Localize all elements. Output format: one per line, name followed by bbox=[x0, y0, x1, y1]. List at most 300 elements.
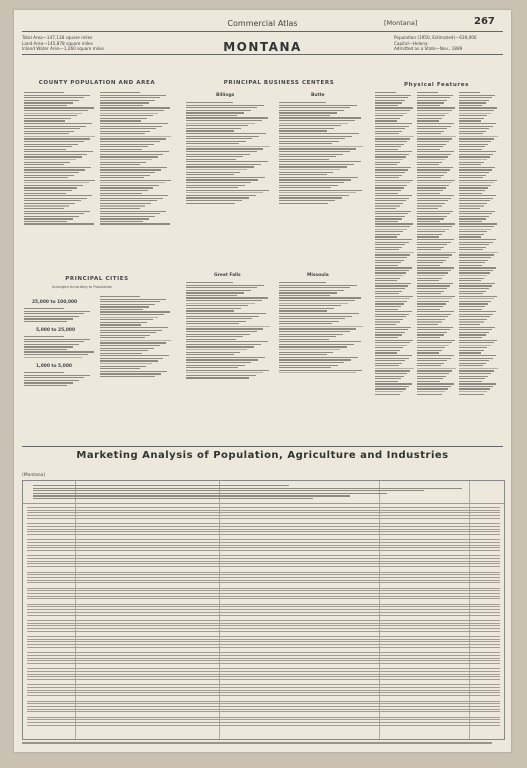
fine-print-line bbox=[417, 301, 449, 302]
fine-print-line bbox=[375, 107, 413, 108]
fine-print-line bbox=[417, 342, 452, 343]
fine-print-line bbox=[186, 287, 257, 288]
fine-print-line bbox=[375, 314, 409, 315]
fine-print-line bbox=[24, 164, 64, 165]
fine-print-line bbox=[375, 164, 397, 165]
fine-print-line bbox=[186, 192, 263, 193]
fine-print-line bbox=[375, 306, 401, 307]
fine-print-line bbox=[186, 285, 264, 286]
fine-print-line bbox=[186, 326, 270, 327]
fine-print-line bbox=[417, 309, 440, 310]
fine-print-line bbox=[459, 102, 486, 103]
fine-print-line bbox=[24, 105, 67, 106]
fine-print-line bbox=[459, 365, 483, 366]
fine-print-line bbox=[417, 345, 449, 346]
fine-print-line bbox=[279, 313, 359, 314]
fine-print-line bbox=[375, 242, 409, 243]
fine-print-line bbox=[279, 125, 341, 126]
fine-print-line bbox=[27, 658, 500, 659]
fine-print-line bbox=[459, 306, 485, 307]
fine-print-line bbox=[186, 174, 234, 175]
fine-print-line bbox=[186, 151, 257, 152]
fine-print-line bbox=[24, 159, 76, 160]
fine-print-line bbox=[417, 185, 449, 186]
fine-print-line bbox=[279, 305, 341, 306]
fine-print-line bbox=[459, 95, 495, 96]
fine-print-line bbox=[375, 391, 403, 392]
fine-print-line bbox=[279, 179, 351, 180]
fine-print-line bbox=[375, 311, 412, 312]
fine-print-line bbox=[375, 347, 403, 348]
fine-print-line bbox=[417, 388, 448, 389]
fine-print-line bbox=[375, 159, 403, 160]
fine-print-line bbox=[375, 267, 412, 268]
fine-print-line bbox=[417, 221, 440, 222]
fine-print-line bbox=[417, 278, 442, 279]
fine-print-line bbox=[279, 195, 349, 196]
fine-print-line bbox=[459, 391, 487, 392]
fine-print-line bbox=[24, 118, 71, 119]
fine-print-line bbox=[24, 123, 92, 124]
fine-print-line bbox=[459, 278, 484, 279]
marketing-state-label: (Montana) bbox=[22, 473, 46, 478]
fine-print-line bbox=[186, 331, 257, 332]
fine-print-line bbox=[417, 376, 446, 377]
water-area: Inland Water Area—1,260 square miles bbox=[22, 46, 104, 52]
fine-print-line bbox=[27, 666, 500, 667]
fine-print-line bbox=[417, 311, 454, 312]
fine-print-line bbox=[100, 205, 145, 206]
fine-print-line bbox=[186, 166, 254, 167]
fine-print-line bbox=[100, 319, 153, 320]
fine-print-line bbox=[417, 332, 447, 333]
fine-print-line bbox=[27, 515, 500, 516]
missoula-data bbox=[279, 282, 364, 375]
fine-print-line bbox=[186, 102, 233, 103]
fine-print-line bbox=[459, 378, 485, 379]
fine-print-line bbox=[100, 200, 157, 201]
fine-print-line bbox=[279, 174, 327, 175]
fine-print-line bbox=[279, 357, 358, 358]
fine-print-line bbox=[24, 185, 83, 186]
fine-print-line bbox=[459, 260, 488, 261]
fine-print-line bbox=[24, 128, 80, 129]
fine-print-line bbox=[375, 373, 407, 374]
state-tag: [Montana] bbox=[384, 19, 418, 27]
fine-print-line bbox=[459, 190, 485, 191]
fine-print-line bbox=[100, 107, 170, 108]
fine-print-line bbox=[417, 265, 440, 266]
fine-print-line bbox=[375, 105, 398, 106]
fine-print-line bbox=[186, 349, 247, 350]
fine-print-line bbox=[100, 113, 158, 114]
fine-print-line bbox=[459, 110, 494, 111]
fine-print-line bbox=[375, 138, 410, 139]
fine-print-line bbox=[27, 714, 500, 715]
fine-print-line bbox=[100, 154, 163, 155]
fine-print-line bbox=[417, 386, 451, 387]
fine-print-line bbox=[27, 547, 500, 548]
fine-print-line bbox=[459, 175, 486, 176]
fine-print-line bbox=[417, 319, 445, 320]
fine-print-line bbox=[459, 193, 482, 194]
fine-print-line bbox=[459, 242, 493, 243]
fine-print-line bbox=[27, 531, 500, 532]
fine-print-line bbox=[24, 102, 73, 103]
fine-print-line bbox=[27, 652, 500, 653]
state-facts bbox=[394, 35, 477, 52]
fine-print-line bbox=[100, 97, 160, 98]
fine-print-line bbox=[459, 345, 491, 346]
fine-print-line bbox=[100, 368, 140, 369]
fine-print-line bbox=[279, 133, 359, 134]
fine-print-line bbox=[27, 518, 500, 519]
fine-print-line bbox=[417, 146, 443, 147]
fine-print-line bbox=[27, 695, 500, 696]
fine-print-line bbox=[186, 172, 240, 173]
fine-print-line bbox=[186, 112, 244, 113]
fine-print-line bbox=[100, 360, 158, 361]
fine-print-line bbox=[459, 156, 490, 157]
fine-print-line bbox=[375, 231, 403, 232]
fine-print-line bbox=[186, 328, 263, 329]
fine-print-line bbox=[417, 126, 451, 127]
fine-print-line bbox=[24, 156, 82, 157]
fine-print-line bbox=[279, 336, 336, 337]
header-rule bbox=[22, 31, 503, 32]
fine-print-line bbox=[375, 244, 405, 245]
fine-print-line bbox=[24, 349, 67, 350]
fine-print-line bbox=[24, 107, 94, 108]
page-title: MONTANA bbox=[223, 40, 302, 54]
fine-print-line bbox=[27, 523, 500, 524]
fine-print-line bbox=[375, 216, 405, 217]
fine-print-line bbox=[24, 354, 88, 355]
fine-print-line bbox=[100, 340, 171, 341]
fine-print-line bbox=[100, 92, 140, 93]
fine-print-line bbox=[100, 193, 142, 194]
fine-print-line bbox=[24, 113, 82, 114]
fine-print-line bbox=[417, 175, 444, 176]
fine-print-line bbox=[375, 211, 411, 212]
fine-print-line bbox=[417, 151, 454, 152]
fine-print-line bbox=[27, 512, 500, 513]
fine-print-line bbox=[27, 609, 500, 610]
fine-print-line bbox=[27, 687, 500, 688]
fine-print-line bbox=[375, 337, 398, 338]
fine-print-line bbox=[27, 577, 500, 578]
fine-print-line bbox=[279, 161, 361, 162]
fine-print-line bbox=[186, 341, 268, 342]
fine-print-line bbox=[279, 177, 358, 178]
fine-print-line bbox=[27, 625, 500, 626]
fine-print-line bbox=[375, 394, 400, 395]
fine-print-line bbox=[279, 328, 356, 329]
fine-print-line bbox=[33, 485, 289, 486]
fine-print-line bbox=[459, 226, 494, 227]
fine-print-line bbox=[417, 247, 444, 248]
fine-print-line bbox=[459, 301, 491, 302]
fine-print-line bbox=[375, 141, 407, 142]
fine-print-line bbox=[375, 257, 407, 258]
fine-print-line bbox=[279, 166, 347, 167]
fine-print-line bbox=[100, 345, 160, 346]
fine-print-line bbox=[459, 386, 493, 387]
fine-print-line bbox=[459, 144, 488, 145]
fine-print-line bbox=[279, 359, 351, 360]
fine-print-line bbox=[279, 159, 329, 160]
fine-print-line bbox=[100, 110, 164, 111]
fine-print-line bbox=[375, 291, 402, 292]
fine-print-line bbox=[417, 231, 445, 232]
fine-print-line bbox=[417, 97, 450, 98]
fine-print-line bbox=[417, 365, 441, 366]
fine-print-line bbox=[186, 323, 239, 324]
fine-print-line bbox=[375, 316, 406, 317]
fine-print-line bbox=[375, 239, 412, 240]
fine-print-line bbox=[24, 321, 67, 322]
fine-print-line bbox=[459, 368, 498, 369]
fine-print-line bbox=[100, 314, 164, 315]
fine-print-line bbox=[417, 205, 442, 206]
fine-print-line bbox=[186, 357, 265, 358]
fine-print-line bbox=[24, 138, 90, 139]
footer-bar bbox=[22, 742, 492, 743]
fine-print-line bbox=[459, 208, 480, 209]
physical-col-3 bbox=[459, 92, 498, 396]
fine-print-line bbox=[24, 218, 73, 219]
fine-print-line bbox=[417, 195, 454, 196]
fine-print-line bbox=[417, 275, 445, 276]
fine-print-line bbox=[279, 331, 350, 332]
table-rows bbox=[27, 507, 500, 727]
fine-print-line bbox=[417, 272, 448, 273]
fine-print-line bbox=[186, 316, 259, 317]
fine-print-line bbox=[459, 213, 492, 214]
fine-print-line bbox=[417, 223, 455, 224]
fine-print-line bbox=[279, 112, 337, 113]
fine-print-line bbox=[279, 287, 350, 288]
fine-print-line bbox=[186, 339, 236, 340]
fine-print-line bbox=[27, 555, 500, 556]
fine-print-line bbox=[459, 162, 484, 163]
fine-print-line bbox=[27, 537, 500, 538]
fine-print-line bbox=[186, 367, 238, 368]
fine-print-line bbox=[100, 322, 147, 323]
fine-print-line bbox=[24, 221, 67, 222]
fine-print-line bbox=[459, 172, 489, 173]
fine-print-line bbox=[417, 193, 440, 194]
fine-print-line bbox=[186, 305, 248, 306]
fine-print-line bbox=[279, 339, 329, 340]
fine-print-line bbox=[459, 105, 482, 106]
fine-print-line bbox=[417, 296, 455, 297]
fine-print-line bbox=[417, 293, 441, 294]
fine-print-line bbox=[24, 162, 70, 163]
fine-print-line bbox=[375, 144, 404, 145]
fine-print-line bbox=[186, 146, 270, 147]
fine-print-line bbox=[186, 352, 240, 353]
fine-print-line bbox=[100, 164, 140, 165]
fine-print-line bbox=[100, 311, 170, 312]
fine-print-line bbox=[459, 216, 489, 217]
fine-print-line bbox=[375, 193, 398, 194]
fine-print-line bbox=[33, 498, 313, 499]
fine-print-line bbox=[375, 293, 399, 294]
fine-print-line bbox=[375, 329, 408, 330]
fine-print-line bbox=[100, 324, 141, 325]
fine-print-line bbox=[186, 154, 250, 155]
fine-print-line bbox=[459, 303, 488, 304]
fine-print-line bbox=[27, 633, 500, 634]
fine-print-line bbox=[24, 375, 90, 376]
fine-print-line bbox=[375, 151, 412, 152]
fine-print-line bbox=[459, 358, 493, 359]
fine-print-line bbox=[417, 340, 455, 341]
fine-print-line bbox=[186, 143, 239, 144]
fine-print-line bbox=[459, 205, 484, 206]
fine-print-line bbox=[279, 141, 339, 142]
fine-print-line bbox=[100, 309, 143, 310]
fine-print-line bbox=[417, 136, 456, 137]
fine-print-line bbox=[417, 95, 453, 96]
fine-print-line bbox=[100, 146, 148, 147]
fine-print-line bbox=[24, 211, 90, 212]
fine-print-line bbox=[459, 126, 493, 127]
fine-print-line bbox=[100, 350, 148, 351]
fine-print-line bbox=[375, 334, 402, 335]
fine-print-line bbox=[417, 280, 439, 281]
fine-print-line bbox=[417, 316, 448, 317]
fine-print-line bbox=[459, 337, 482, 338]
fine-print-line bbox=[417, 218, 444, 219]
fine-print-line bbox=[375, 327, 411, 328]
fine-print-line bbox=[459, 231, 487, 232]
fine-print-line bbox=[417, 260, 446, 261]
fine-print-line bbox=[417, 92, 438, 93]
land-area: Land Area—145,878 square miles bbox=[22, 40, 93, 46]
fine-print-line bbox=[459, 239, 496, 240]
fine-print-line bbox=[279, 182, 344, 183]
fine-print-line bbox=[375, 340, 413, 341]
fine-print-line bbox=[27, 558, 500, 559]
fine-print-line bbox=[24, 339, 90, 340]
fine-print-line bbox=[100, 144, 154, 145]
fine-print-line bbox=[27, 588, 500, 589]
fine-print-line bbox=[100, 304, 155, 305]
fine-print-line bbox=[24, 351, 94, 352]
fine-print-line bbox=[375, 223, 413, 224]
butte-heading: Butte bbox=[311, 93, 325, 98]
fine-print-line bbox=[27, 574, 500, 575]
fine-print-line bbox=[27, 507, 500, 508]
fine-print-line bbox=[417, 118, 442, 119]
atlas-running-title: Commercial Atlas bbox=[227, 19, 298, 28]
fine-print-line bbox=[417, 208, 438, 209]
fine-print-line bbox=[375, 205, 400, 206]
fine-print-line bbox=[459, 151, 496, 152]
fine-print-line bbox=[459, 177, 483, 178]
fine-print-line bbox=[24, 126, 86, 127]
fine-print-line bbox=[459, 334, 486, 335]
fine-print-line bbox=[24, 208, 64, 209]
fine-print-line bbox=[375, 234, 400, 235]
fine-print-line bbox=[459, 169, 492, 170]
fine-print-line bbox=[459, 383, 496, 384]
fine-print-line bbox=[459, 381, 482, 382]
fine-print-line bbox=[459, 131, 486, 132]
fine-print-line bbox=[459, 123, 496, 124]
fine-print-line bbox=[186, 336, 243, 337]
fine-print-line bbox=[375, 120, 397, 121]
fine-print-line bbox=[375, 388, 406, 389]
fine-print-line bbox=[375, 208, 396, 209]
fine-print-line bbox=[186, 159, 236, 160]
fine-print-line bbox=[375, 175, 402, 176]
fine-print-line bbox=[27, 545, 500, 546]
fine-print-line bbox=[459, 314, 493, 315]
fine-print-line bbox=[279, 128, 334, 129]
fine-print-line bbox=[417, 149, 440, 150]
fine-print-line bbox=[100, 213, 160, 214]
fine-print-line bbox=[279, 354, 327, 355]
fine-print-line bbox=[459, 218, 486, 219]
fine-print-line bbox=[417, 306, 443, 307]
fine-print-line bbox=[27, 593, 500, 594]
fine-print-line bbox=[100, 128, 156, 129]
fine-print-line bbox=[459, 244, 489, 245]
fine-print-line bbox=[417, 321, 442, 322]
fine-print-line bbox=[186, 117, 268, 118]
fine-print-line bbox=[375, 198, 409, 199]
fine-print-line bbox=[279, 148, 356, 149]
fine-print-line bbox=[279, 172, 333, 173]
fine-print-line bbox=[279, 120, 355, 121]
fine-print-line bbox=[100, 131, 150, 132]
fine-print-line bbox=[186, 282, 233, 283]
fine-print-line bbox=[375, 167, 411, 168]
fine-print-line bbox=[100, 211, 166, 212]
fine-print-line bbox=[459, 185, 491, 186]
fine-print-line bbox=[27, 550, 500, 551]
fine-print-line bbox=[100, 317, 158, 318]
fine-print-line bbox=[375, 376, 404, 377]
cities-list-right bbox=[100, 296, 172, 379]
fine-print-line bbox=[279, 303, 348, 304]
fine-print-line bbox=[375, 123, 412, 124]
fine-print-line bbox=[459, 182, 494, 183]
fine-print-line bbox=[417, 128, 447, 129]
fine-print-line bbox=[279, 130, 327, 131]
fine-print-line bbox=[459, 275, 487, 276]
fine-print-line bbox=[186, 177, 265, 178]
fine-print-line bbox=[24, 136, 95, 137]
fine-print-line bbox=[279, 192, 356, 193]
fine-print-line bbox=[417, 167, 453, 168]
fine-print-line bbox=[417, 154, 451, 155]
fine-print-line bbox=[27, 703, 500, 704]
marketing-title: Marketing Analysis of Population, Agriculture and Industries bbox=[76, 450, 449, 461]
class-1000-5000: 1,000 to 5,000 bbox=[36, 364, 72, 369]
fine-print-line bbox=[27, 580, 500, 581]
fine-print-line bbox=[27, 674, 500, 675]
fine-print-line bbox=[417, 288, 447, 289]
fine-print-line bbox=[417, 172, 447, 173]
county-column-left bbox=[24, 92, 96, 226]
fine-print-line bbox=[186, 105, 264, 106]
fine-print-line bbox=[375, 309, 398, 310]
fine-print-line bbox=[279, 143, 332, 144]
